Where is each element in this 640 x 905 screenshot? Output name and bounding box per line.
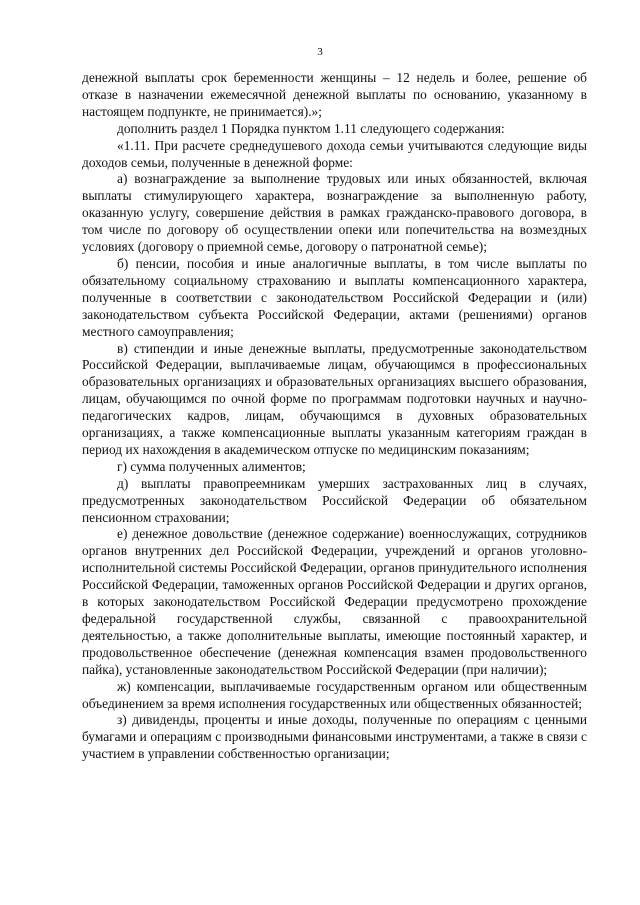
paragraph-item-v: в) стипендии и иные денежные выплаты, предусмотренные законодательством Российской Федерации, выплачиваемые лицам, обучающимся в профессиональных образовательных организациях и образовательных организациях высшего образования, лицам, обучающимся по очной форме по программам подготовки научных и научно-педагогических кадров, лицам, обучающимся в духовных образовательных организациях, а также компенсационные выплаты указанным категориям граждан в период их нахождения в академическом отпуске по медицинским показаниям; xyxy=(82,340,587,457)
paragraph-item-d: д) выплаты правопреемникам умерших застрахованных лиц в случаях, предусмотренных законодательством Российской Федерации об обязательном пенсионном страховании; xyxy=(82,475,587,525)
paragraph-item-a: а) вознаграждение за выполнение трудовых или иных обязанностей, включая выплаты стимулирующего характера, вознаграждение за выполненную работу, оказанную услугу, совершение действия в рамках гражданско-правового договора, в том числе по договору об осуществлении опеки или попечительства на возмездных условиях (договору о приемной семье, договору о патронатной семье); xyxy=(82,171,587,255)
paragraph-item-e: е) денежное довольствие (денежное содержание) военнослужащих, сотрудников органов внутренних дел Российской Федерации, учреждений и органов уголовно-исполнительной системы Российской Федерации, органов принудительного исполнения Российской Федерации, таможенных органов Российской Федерации и других органов, в которых законодательством Российской Федерации предусмотрено прохождение федеральной государственной службы, связанной с правоохранительной деятельностью, а также дополнительные выплаты, имеющие постоянный характер, и продовольственное обеспечение (денежная компенсация взамен продовольственного пайка), установленные законодательством Российской Федерации (при наличии); xyxy=(82,526,587,677)
paragraph-item-b: б) пенсии, пособия и иные аналогичные выплаты, в том числе выплаты по обязательному социальному страхованию и выплаты компенсационного характера, полученные в соответствии с законодательством Российской Федерации и (или) законодательством субъекта Российской Федерации, актами (решениями) органов местного самоуправления; xyxy=(82,255,587,339)
page-number: 3 xyxy=(317,46,323,58)
paragraph-item-z: з) дивиденды, проценты и иные доходы, полученные по операциям с ценными бумагами и операциям с производными финансовыми инструментами, а также в связи с участием в управлении собственностью организации; xyxy=(82,712,587,762)
paragraph-item-g: г) сумма полученных алиментов; xyxy=(117,458,306,474)
paragraph-clause-1-11: «1.11. При расчете среднедушевого дохода семьи учитываются следующие виды доходов семьи, полученные в денежной форме: xyxy=(82,137,587,170)
paragraph-amendment-intro: дополнить раздел 1 Порядка пунктом 1.11 следующего содержания: xyxy=(117,120,505,136)
paragraph-item-zh: ж) компенсации, выплачиваемые государственным органом или общественным объединением за время исполнения государственных или общественных обязанностей; xyxy=(82,678,587,711)
paragraph-continuation: денежной выплаты срок беременности женщины – 12 недель и более, решение об отказе в назначении ежемесячной денежной выплаты по основанию, указанному в настоящем подпункте, не принимается).»; xyxy=(82,70,587,119)
document-body xyxy=(82,70,587,763)
